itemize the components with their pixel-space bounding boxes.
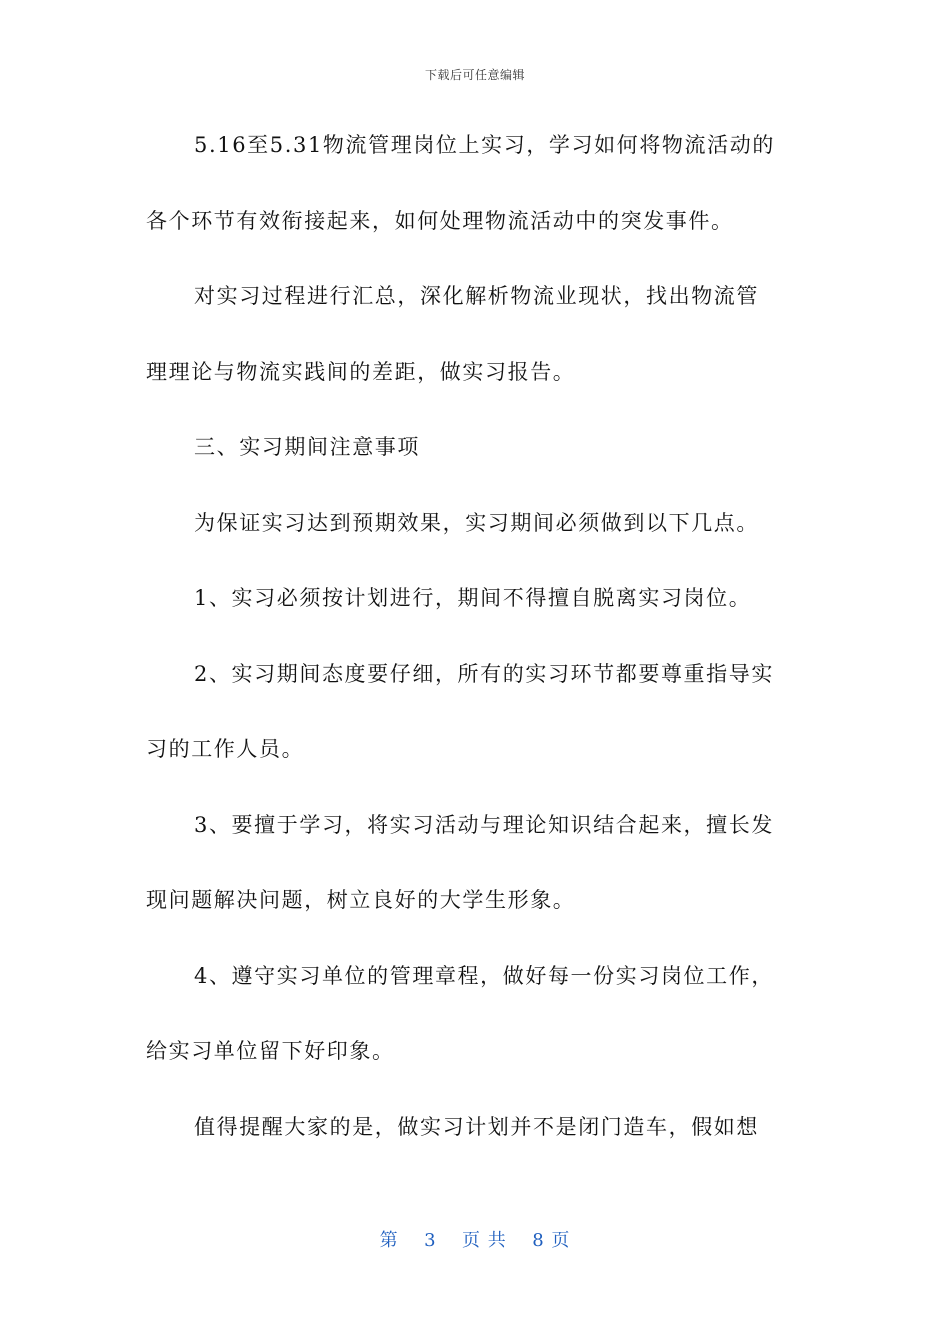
list-item: 4、遵守实习单位的管理章程，做好每一份实习岗位工作， [194, 963, 774, 988]
footer-middle: 页 共 [462, 1230, 507, 1251]
paragraph-line: 各个环节有效衔接起来，如何处理物流活动中的突发事件。 [146, 208, 734, 233]
list-item: 2、实习期间态度要仔细，所有的实习环节都要尊重指导实 [194, 661, 774, 686]
list-item-continuation: 现问题解决问题，树立良好的大学生形象。 [146, 888, 576, 912]
paragraph-line: 为保证实习达到预期效果，实习期间必须做到以下几点。 [194, 510, 759, 535]
page-number-footer [0, 1226, 950, 1252]
list-item-continuation: 给实习单位留下好印象。 [146, 1039, 395, 1063]
footer-prefix: 第 [379, 1230, 399, 1251]
current-page-number: 3 [424, 1230, 437, 1251]
footer-suffix: 页 [551, 1230, 571, 1251]
list-item-continuation: 习的工作人员。 [146, 737, 305, 761]
paragraph-line: 对实习过程进行汇总，深化解析物流业现状，找出物流管 [194, 284, 759, 308]
total-pages-number: 8 [532, 1230, 545, 1251]
list-item: 1、实习必须按计划进行，期间不得擅自脱离实习岗位。 [194, 586, 752, 610]
list-item: 3、要擅于学习，将实习活动与理论知识结合起来，擅长发 [194, 812, 774, 837]
section-heading: 三、实习期间注意事项 [194, 435, 420, 459]
paragraph-line: 5.16至5.31物流管理岗位上实习，学习如何将物流活动的 [194, 133, 775, 157]
paragraph-line: 值得提醒大家的是，做实习计划并不是闭门造车，假如想 [194, 1114, 759, 1139]
paragraph-line: 理理论与物流实践间的差距，做实习报告。 [146, 359, 576, 384]
body-text [146, 122, 806, 1179]
header-note: 下载后可任意编辑 [424, 68, 525, 82]
